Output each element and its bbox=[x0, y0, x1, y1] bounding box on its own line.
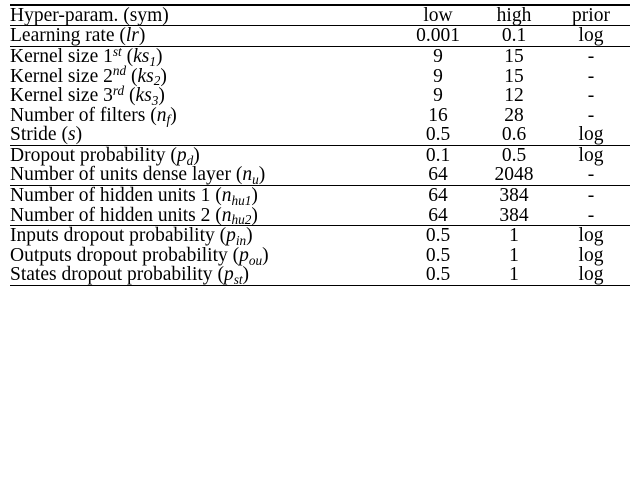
symbol-paren-open: ( bbox=[124, 85, 136, 107]
param-symbol-subscript: 2 bbox=[153, 73, 161, 89]
param-label: Inputs dropout probability bbox=[10, 225, 215, 247]
cell-prior: - bbox=[587, 65, 595, 87]
symbol-paren-close: ) bbox=[262, 244, 269, 266]
header-hyper-param: Hyper-param. (sym) bbox=[10, 4, 169, 26]
param-label: Number of filters bbox=[10, 104, 146, 126]
symbol-paren-open: ( bbox=[214, 225, 227, 247]
cell-high: 384 bbox=[499, 204, 529, 226]
cell-low: 0.1 bbox=[425, 144, 451, 166]
symbol-paren-close: ) bbox=[138, 25, 146, 47]
cell-low: 0.5 bbox=[425, 225, 451, 247]
symbol-paren-open: ( bbox=[121, 46, 134, 68]
param-symbol: n bbox=[156, 104, 167, 126]
cell-low: 9 bbox=[433, 85, 443, 107]
cell-param-name bbox=[10, 26, 400, 46]
cell-high: 1 bbox=[509, 244, 519, 266]
cell-high: 15 bbox=[504, 46, 524, 68]
param-ordinal-suffix: st bbox=[112, 43, 122, 59]
symbol-paren-close: ) bbox=[193, 144, 200, 166]
cell-prior: - bbox=[587, 185, 595, 207]
param-symbol: p bbox=[223, 264, 234, 286]
table-row bbox=[10, 206, 630, 226]
param-symbol: n bbox=[221, 204, 232, 226]
param-symbol: n bbox=[221, 185, 232, 207]
symbol-paren-close: ) bbox=[170, 104, 177, 126]
cell-prior: - bbox=[587, 164, 595, 186]
param-symbol-subscript: in bbox=[235, 233, 247, 249]
param-symbol: ks bbox=[135, 85, 152, 107]
param-symbol: ks bbox=[137, 65, 154, 87]
param-symbol-subscript: u bbox=[252, 172, 259, 188]
param-label: States dropout probability bbox=[10, 264, 213, 286]
param-ordinal-suffix: rd bbox=[112, 82, 125, 98]
cell-high: 1 bbox=[509, 264, 519, 286]
symbol-paren-close: ) bbox=[246, 225, 253, 247]
param-label: Outputs dropout probability bbox=[10, 244, 228, 266]
hyperparameter-table bbox=[10, 4, 630, 286]
param-symbol-subscript: st bbox=[233, 272, 243, 288]
table-row bbox=[10, 146, 630, 166]
param-symbol: p bbox=[226, 225, 236, 247]
symbol-paren-close: ) bbox=[158, 85, 165, 107]
cell-prior: log bbox=[578, 264, 604, 286]
header-high: high bbox=[496, 4, 532, 26]
symbol-paren-open: ( bbox=[230, 164, 243, 186]
param-label: Kernel size 1 bbox=[10, 46, 113, 68]
param-label: Stride bbox=[10, 124, 57, 146]
cell-low: 0.5 bbox=[425, 244, 451, 266]
cell-low: 16 bbox=[428, 104, 448, 126]
header-prior: prior bbox=[572, 4, 610, 26]
param-label: Dropout probability bbox=[10, 144, 166, 166]
table-row bbox=[10, 226, 630, 246]
cell-low: 64 bbox=[428, 185, 448, 207]
table-row bbox=[10, 125, 630, 145]
cell-param-name bbox=[10, 146, 400, 166]
cell-high: 1 bbox=[509, 225, 519, 247]
cell-prior: - bbox=[587, 46, 595, 68]
table-row bbox=[10, 186, 630, 206]
symbol-paren-close: ) bbox=[155, 46, 163, 68]
cell-low: 64 bbox=[428, 204, 448, 226]
param-symbol: lr bbox=[125, 25, 139, 47]
cell-param-name bbox=[10, 225, 400, 249]
symbol-paren-close: ) bbox=[258, 164, 266, 186]
param-symbol-subscript: hu1 bbox=[231, 192, 252, 208]
param-label: Learning rate bbox=[10, 25, 115, 47]
cell-high: 15 bbox=[504, 65, 524, 87]
cell-param-name bbox=[10, 264, 400, 288]
cell-prior: log bbox=[578, 124, 604, 146]
cell-param-name bbox=[10, 43, 400, 69]
param-label: Kernel size 2 bbox=[10, 65, 113, 87]
param-symbol-subscript: f bbox=[166, 112, 171, 128]
cell-low: 64 bbox=[428, 164, 448, 186]
cell-param-name bbox=[10, 186, 400, 206]
cell-prior: - bbox=[587, 85, 595, 107]
cell-param-name bbox=[10, 206, 400, 226]
cell-prior: log bbox=[578, 244, 604, 266]
symbol-paren-open: ( bbox=[145, 104, 157, 126]
param-symbol: s bbox=[67, 124, 76, 146]
header-low: low bbox=[423, 4, 453, 26]
symbol-paren-close: ) bbox=[251, 185, 258, 207]
table-row bbox=[10, 67, 630, 87]
symbol-paren-open: ( bbox=[210, 185, 222, 207]
param-symbol: p bbox=[239, 244, 249, 266]
param-label: Number of hidden units 1 bbox=[10, 185, 211, 207]
symbol-paren-close: ) bbox=[242, 264, 250, 286]
cell-param-name bbox=[10, 106, 400, 126]
symbol-paren-open: ( bbox=[56, 124, 68, 146]
symbol-paren-open: ( bbox=[114, 25, 126, 47]
symbol-paren-open: ( bbox=[210, 204, 222, 226]
cell-param-name bbox=[10, 246, 400, 266]
param-ordinal-suffix: nd bbox=[112, 63, 127, 79]
symbol-paren-open: ( bbox=[165, 144, 177, 166]
cell-prior: log bbox=[578, 25, 604, 47]
table-body bbox=[10, 4, 630, 286]
cell-high: 0.5 bbox=[501, 144, 527, 166]
table-header-row bbox=[10, 6, 630, 26]
symbol-paren-open: ( bbox=[227, 244, 240, 266]
param-symbol-subscript: d bbox=[186, 152, 194, 168]
param-symbol: p bbox=[176, 144, 187, 166]
param-symbol-subscript: ou bbox=[248, 252, 263, 268]
table-row bbox=[10, 47, 630, 67]
param-symbol: n bbox=[242, 164, 253, 186]
cell-prior: log bbox=[578, 225, 604, 247]
param-label: Number of units dense layer bbox=[10, 164, 231, 186]
cell-low: 0.5 bbox=[425, 264, 451, 286]
cell-high: 28 bbox=[504, 104, 524, 126]
symbol-paren-close: ) bbox=[160, 65, 167, 87]
symbol-paren-close: ) bbox=[75, 124, 83, 146]
cell-prior: log bbox=[578, 144, 604, 166]
cell-low: 9 bbox=[433, 65, 443, 87]
table-row bbox=[10, 106, 630, 126]
cell-low: 9 bbox=[433, 46, 443, 68]
param-label: Kernel size 3 bbox=[10, 85, 113, 107]
symbol-paren-close: ) bbox=[251, 204, 258, 226]
param-symbol: ks bbox=[133, 46, 150, 68]
cell-param-name bbox=[10, 125, 400, 145]
cell-param-name bbox=[10, 63, 400, 89]
param-symbol-subscript: 1 bbox=[149, 53, 156, 69]
cell-param-name bbox=[10, 82, 400, 108]
param-label: Number of hidden units 2 bbox=[10, 204, 211, 226]
table-row bbox=[10, 265, 630, 285]
table-row bbox=[10, 26, 630, 46]
cell-high: 0.1 bbox=[501, 25, 527, 47]
table-row bbox=[10, 246, 630, 266]
param-symbol-subscript: hu2 bbox=[231, 212, 252, 228]
cell-high: 2048 bbox=[494, 164, 534, 186]
table-row bbox=[10, 165, 630, 185]
cell-param-name bbox=[10, 164, 400, 188]
cell-low: 0.5 bbox=[425, 124, 451, 146]
table-row bbox=[10, 86, 630, 106]
cell-high: 12 bbox=[504, 85, 524, 107]
symbol-paren-open: ( bbox=[212, 264, 224, 286]
cell-prior: - bbox=[587, 104, 595, 126]
symbol-paren-open: ( bbox=[126, 65, 138, 87]
cell-high: 384 bbox=[499, 185, 529, 207]
cell-low: 0.001 bbox=[416, 25, 460, 47]
param-symbol-subscript: 3 bbox=[151, 92, 159, 108]
cell-prior: - bbox=[587, 204, 595, 226]
cell-high: 0.6 bbox=[501, 124, 527, 146]
